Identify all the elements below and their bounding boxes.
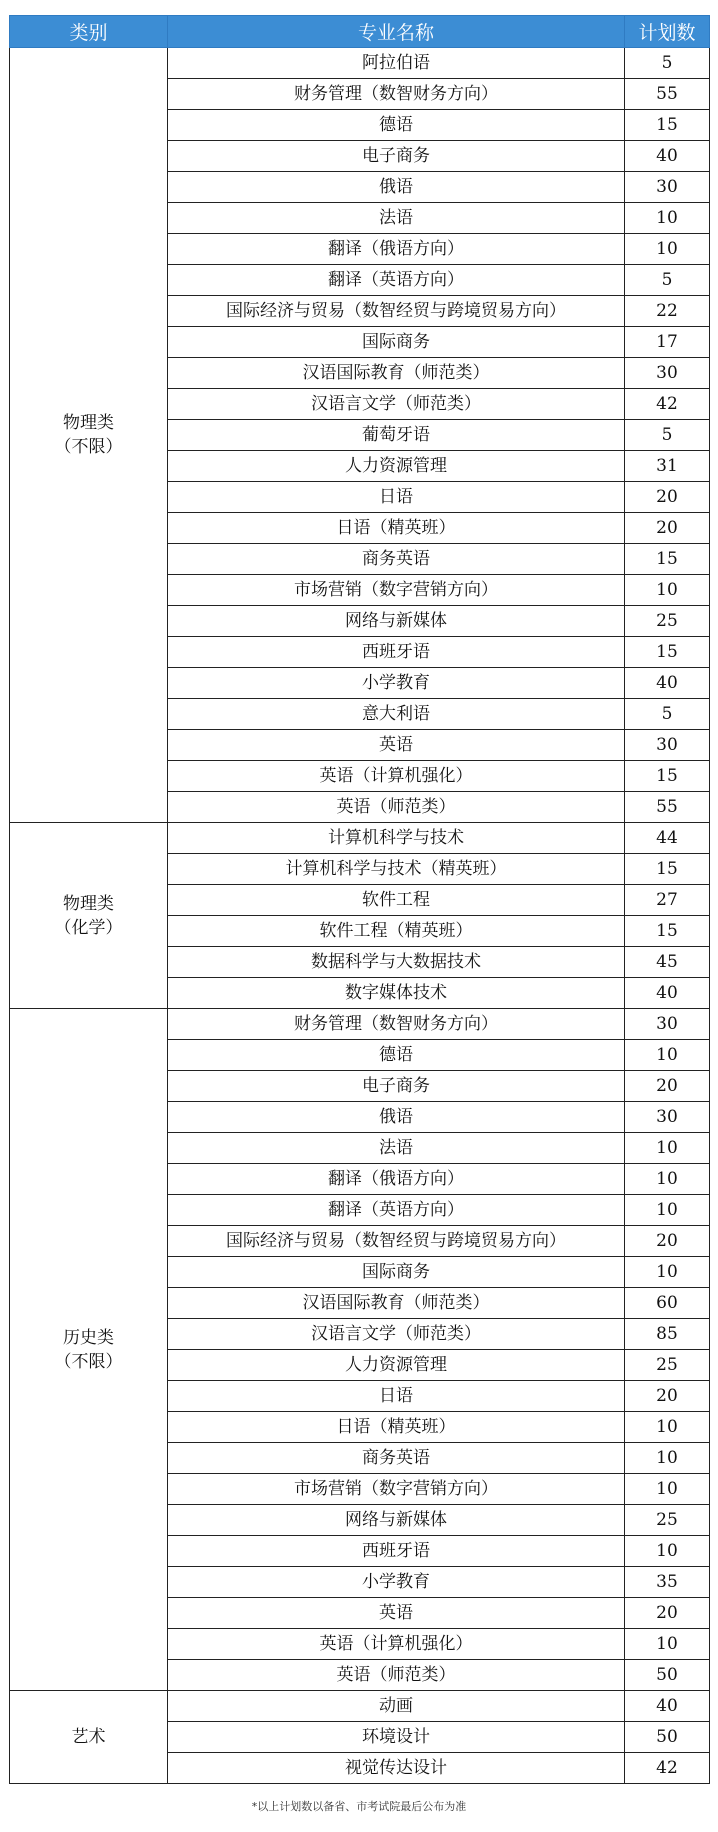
category-label: 物理类	[63, 413, 114, 433]
major-name-cell: 英语（师范类）	[168, 1660, 625, 1691]
plan-count-cell: 30	[625, 358, 710, 389]
major-name-cell: 网络与新媒体	[168, 606, 625, 637]
header-major: 专业名称	[168, 16, 625, 48]
plan-count-cell: 10	[625, 1412, 710, 1443]
admission-plan-table	[9, 15, 710, 1784]
major-name-cell: 软件工程（精英班）	[168, 916, 625, 947]
category-cell	[10, 1691, 168, 1784]
plan-count-cell: 55	[625, 792, 710, 823]
plan-count-cell: 85	[625, 1319, 710, 1350]
plan-count-cell: 20	[625, 1381, 710, 1412]
major-name-cell: 日语	[168, 1381, 625, 1412]
plan-count-cell: 50	[625, 1660, 710, 1691]
plan-count-cell: 10	[625, 1257, 710, 1288]
major-name-cell: 商务英语	[168, 1443, 625, 1474]
major-name-cell: 法语	[168, 203, 625, 234]
plan-count-cell: 40	[625, 978, 710, 1009]
plan-count-cell: 5	[625, 48, 710, 79]
major-name-cell: 葡萄牙语	[168, 420, 625, 451]
major-name-cell: 动画	[168, 1691, 625, 1722]
plan-count-cell: 30	[625, 730, 710, 761]
table-row	[10, 1009, 710, 1040]
plan-count-cell: 10	[625, 1195, 710, 1226]
major-name-cell: 小学教育	[168, 1567, 625, 1598]
major-name-cell: 人力资源管理	[168, 451, 625, 482]
major-name-cell: 英语（师范类）	[168, 792, 625, 823]
category-label: 历史类	[63, 1327, 114, 1348]
category-cell	[10, 823, 168, 1009]
category-sublabel: （不限）	[54, 437, 123, 457]
table-body	[10, 48, 710, 1784]
plan-count-cell: 30	[625, 172, 710, 203]
plan-count-cell: 55	[625, 79, 710, 110]
plan-count-cell: 15	[625, 544, 710, 575]
plan-count-cell: 5	[625, 265, 710, 296]
plan-count-cell: 42	[625, 1753, 710, 1784]
major-name-cell: 德语	[168, 110, 625, 141]
plan-count-cell: 25	[625, 606, 710, 637]
plan-count-cell: 10	[625, 1164, 710, 1195]
major-name-cell: 汉语国际教育（师范类）	[168, 1288, 625, 1319]
major-name-cell: 日语（精英班）	[168, 1412, 625, 1443]
major-name-cell: 英语	[168, 1598, 625, 1629]
header-count: 计划数	[625, 16, 710, 48]
major-name-cell: 国际商务	[168, 1257, 625, 1288]
major-name-cell: 英语	[168, 730, 625, 761]
category-cell	[10, 48, 168, 823]
major-name-cell: 西班牙语	[168, 1536, 625, 1567]
major-name-cell: 环境设计	[168, 1722, 625, 1753]
major-name-cell: 俄语	[168, 172, 625, 203]
plan-count-cell: 10	[625, 234, 710, 265]
footnote: *以上计划数以备省、市考试院最后公布为准	[251, 1800, 467, 1813]
plan-count-cell: 42	[625, 389, 710, 420]
plan-count-cell: 10	[625, 1629, 710, 1660]
major-name-cell: 西班牙语	[168, 637, 625, 668]
category-label: 艺术	[71, 1727, 106, 1747]
plan-count-cell: 25	[625, 1505, 710, 1536]
plan-count-cell: 15	[625, 854, 710, 885]
plan-count-cell: 20	[625, 513, 710, 544]
table-row	[10, 48, 710, 79]
category-label: 物理类	[63, 893, 114, 914]
major-name-cell: 汉语言文学（师范类）	[168, 389, 625, 420]
plan-count-cell: 15	[625, 761, 710, 792]
header-category: 类别	[10, 16, 168, 48]
plan-count-cell: 15	[625, 916, 710, 947]
plan-count-cell: 50	[625, 1722, 710, 1753]
major-name-cell: 翻译（俄语方向）	[168, 234, 625, 265]
major-name-cell: 计算机科学与技术	[168, 823, 625, 854]
plan-count-cell: 35	[625, 1567, 710, 1598]
table-row	[10, 823, 710, 854]
table-header-row	[10, 16, 710, 48]
category-sublabel: （化学）	[54, 917, 123, 938]
major-name-cell: 俄语	[168, 1102, 625, 1133]
major-name-cell: 网络与新媒体	[168, 1505, 625, 1536]
major-name-cell: 财务管理（数智财务方向）	[168, 79, 625, 110]
major-name-cell: 市场营销（数字营销方向）	[168, 575, 625, 606]
plan-count-cell: 10	[625, 1040, 710, 1071]
major-name-cell: 数据科学与大数据技术	[168, 947, 625, 978]
plan-count-cell: 20	[625, 1071, 710, 1102]
major-name-cell: 财务管理（数智财务方向）	[168, 1009, 625, 1040]
major-name-cell: 国际商务	[168, 327, 625, 358]
plan-count-cell: 25	[625, 1350, 710, 1381]
plan-count-cell: 20	[625, 1598, 710, 1629]
major-name-cell: 国际经济与贸易（数智经贸与跨境贸易方向）	[168, 1226, 625, 1257]
plan-count-cell: 44	[625, 823, 710, 854]
plan-count-cell: 10	[625, 1536, 710, 1567]
major-name-cell: 人力资源管理	[168, 1350, 625, 1381]
plan-count-cell: 17	[625, 327, 710, 358]
major-name-cell: 法语	[168, 1133, 625, 1164]
plan-count-cell: 10	[625, 575, 710, 606]
major-name-cell: 国际经济与贸易（数智经贸与跨境贸易方向）	[168, 296, 625, 327]
plan-count-cell: 5	[625, 420, 710, 451]
major-name-cell: 电子商务	[168, 141, 625, 172]
admission-plan-table-container	[9, 15, 709, 1784]
plan-count-cell: 10	[625, 1443, 710, 1474]
plan-count-cell: 22	[625, 296, 710, 327]
plan-count-cell: 10	[625, 203, 710, 234]
major-name-cell: 视觉传达设计	[168, 1753, 625, 1784]
category-cell	[10, 1009, 168, 1691]
plan-count-cell: 30	[625, 1102, 710, 1133]
major-name-cell: 英语（计算机强化）	[168, 1629, 625, 1660]
plan-count-cell: 45	[625, 947, 710, 978]
major-name-cell: 数字媒体技术	[168, 978, 625, 1009]
plan-count-cell: 27	[625, 885, 710, 916]
plan-count-cell: 60	[625, 1288, 710, 1319]
major-name-cell: 小学教育	[168, 668, 625, 699]
plan-count-cell: 31	[625, 451, 710, 482]
table-row	[10, 1691, 710, 1722]
major-name-cell: 汉语言文学（师范类）	[168, 1319, 625, 1350]
plan-count-cell: 10	[625, 1474, 710, 1505]
plan-count-cell: 15	[625, 637, 710, 668]
major-name-cell: 计算机科学与技术（精英班）	[168, 854, 625, 885]
major-name-cell: 英语（计算机强化）	[168, 761, 625, 792]
plan-count-cell: 40	[625, 668, 710, 699]
major-name-cell: 翻译（英语方向）	[168, 1195, 625, 1226]
major-name-cell: 翻译（英语方向）	[168, 265, 625, 296]
major-name-cell: 阿拉伯语	[168, 48, 625, 79]
major-name-cell: 软件工程	[168, 885, 625, 916]
plan-count-cell: 10	[625, 1133, 710, 1164]
plan-count-cell: 20	[625, 482, 710, 513]
plan-count-cell: 40	[625, 1691, 710, 1722]
major-name-cell: 电子商务	[168, 1071, 625, 1102]
plan-count-cell: 40	[625, 141, 710, 172]
major-name-cell: 汉语国际教育（师范类）	[168, 358, 625, 389]
major-name-cell: 日语	[168, 482, 625, 513]
plan-count-cell: 30	[625, 1009, 710, 1040]
category-sublabel: （不限）	[54, 1351, 123, 1372]
major-name-cell: 日语（精英班）	[168, 513, 625, 544]
plan-count-cell: 15	[625, 110, 710, 141]
major-name-cell: 德语	[168, 1040, 625, 1071]
plan-count-cell: 5	[625, 699, 710, 730]
major-name-cell: 翻译（俄语方向）	[168, 1164, 625, 1195]
major-name-cell: 市场营销（数字营销方向）	[168, 1474, 625, 1505]
major-name-cell: 意大利语	[168, 699, 625, 730]
major-name-cell: 商务英语	[168, 544, 625, 575]
plan-count-cell: 20	[625, 1226, 710, 1257]
